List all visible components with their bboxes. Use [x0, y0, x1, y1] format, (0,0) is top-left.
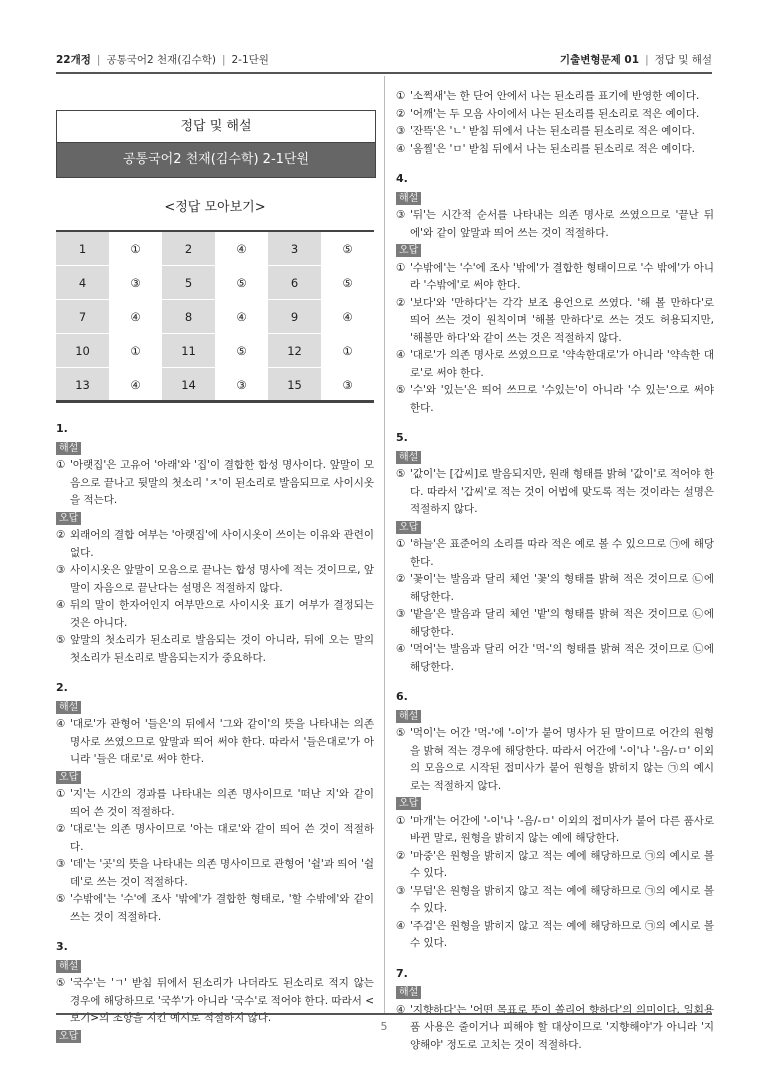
question-number-heading: 1.: [56, 422, 68, 435]
question-number: 5: [162, 266, 215, 300]
choice-marker: ①: [56, 459, 66, 471]
answer-row: [56, 300, 374, 334]
explanation-item: [396, 813, 714, 848]
choice-marker: ①: [56, 788, 66, 800]
header-subject: 공통국어2 천재(김수학): [106, 54, 216, 66]
answer-table-rule: [56, 400, 374, 401]
question-number: 13: [56, 368, 109, 403]
explanation-text: '지'는 시간의 경과를 나타내는 의존 명사이므로 '떠난 지'와 같이 띄어 쓴 것이 적절하다.: [70, 788, 374, 818]
explanation-item: [56, 821, 374, 856]
choice-marker: ④: [56, 718, 66, 730]
question-number: 9: [268, 300, 321, 334]
choice-marker: ①: [396, 814, 406, 827]
explanation-item: [56, 597, 374, 632]
question-number-heading: 2.: [56, 681, 68, 694]
explanation-text: '뒤'는 시간적 순서를 나타내는 의존 명사로 쓰였으므로 '끝난 뒤에'와 같이 앞말과 띄어 쓰는 것이 적절하다.: [410, 209, 714, 239]
question-section: [56, 420, 374, 667]
explanation-text: '먹이'는 어간 '먹-'에 '-이'가 붙어 명사가 된 말이므로 어간의 원형을 밝혀 적는 경우에 해당한다. 따라서 어간에 '-이'나 '-음/-ㅁ' 이외의 모음으로 시작된 접미사가 붙어 원형을 밝히지 않는 ㉠의 예시로는 적절하지 않다.: [410, 727, 714, 792]
explanation-text: '움찔'은 'ㅁ' 받침 뒤에서 나는 된소리를 된소리로 적은 예이다.: [410, 142, 696, 155]
choice-marker: ③: [56, 564, 66, 576]
choice-marker: ①: [396, 261, 406, 274]
wrong-answer-tag: 오답: [396, 244, 421, 257]
explanation-item: [56, 716, 374, 769]
explanation-text: '소쩍새'는 한 단어 안에서 나는 된소리를 표기에 반영한 예이다.: [410, 90, 700, 102]
explanation-text: 외래어의 결합 여부는 '아랫집'에 사이시옷이 쓰이는 이유와 관련이 없다.: [70, 529, 374, 559]
header-right: 기출변형문제 01 | 정답 및 해설: [559, 54, 712, 66]
header-rule: [56, 72, 712, 74]
explanation-text: '밭을'은 발음과 달리 체언 '밭'의 형태를 밝혀 적은 것이므로 ㉡에 해당한다.: [410, 608, 714, 638]
explanation-item: [396, 641, 714, 676]
choice-marker: ①: [396, 538, 406, 550]
choice-marker: ③: [396, 608, 406, 620]
choice-marker: ②: [56, 823, 66, 835]
explanation-text: '대로'가 의존 명사로 쓰였으므로 '약속한대로'가 아니라 '약속한 대로'로 써야 한다.: [410, 349, 714, 379]
question-section: [396, 429, 714, 676]
question-number-heading: 6.: [396, 690, 408, 703]
choice-marker: ③: [396, 884, 406, 897]
explanation-item: [396, 382, 714, 417]
explanation-text: 사이시옷은 앞말이 모음으로 끝나는 합성 명사에 적는 것이므로, 앞말이 자음으로 끝난다는 설명은 적절하지 않다.: [70, 564, 374, 594]
question-section: [396, 965, 714, 1055]
explanation-item: [396, 883, 714, 918]
choice-marker: ③: [396, 125, 406, 137]
question-number: 2: [162, 231, 215, 266]
question-number: 11: [162, 334, 215, 368]
choice-marker: ④: [396, 1003, 406, 1016]
explanation-text: '지향하다'는 '어떤 목표로 뜻이 쏠리어 향하다'의 의미이다. 일회용품 사용은 줄이거나 피해야 할 대상이므로 '지향해야'가 아니라 '지양해야' 정도로 고치는 것이 적절하다.: [410, 1003, 714, 1051]
explanation-item: [396, 123, 714, 141]
choice-marker: ④: [396, 349, 406, 361]
answer-value: ⑤: [215, 266, 268, 300]
question-number: 14: [162, 368, 215, 403]
explanation-item: [396, 106, 714, 124]
question-number: 4: [56, 266, 109, 300]
explanation-item: [396, 88, 714, 106]
explanation-item: [396, 466, 714, 519]
answer-row: [56, 266, 374, 300]
choice-marker: ④: [56, 599, 66, 611]
explanation-text: '주검'은 원형을 밝히지 않고 적는 예에 해당하므로 ㉠의 예시로 볼 수 있다.: [410, 919, 714, 949]
explanation-item: [396, 295, 714, 348]
answer-row: [56, 334, 374, 368]
answer-value: ①: [109, 334, 162, 368]
column-divider: [384, 76, 385, 1014]
explanation-text: '국수'는 'ㄱ' 받침 뒤에서 된소리가 나더라도 된소리로 적지 않는 경우에 해당하므로 '국쑤'가 아니라 '국수'로 적어야 한다. 따라서 <보기>의 조항을 지킨 예시로 적절하지 않다.: [70, 977, 374, 1024]
explanation-item: [396, 207, 714, 242]
header-section: 정답 및 해설: [654, 54, 712, 66]
question-number-heading: 7.: [396, 966, 408, 980]
choice-marker: ②: [396, 296, 406, 309]
choice-marker: ①: [396, 90, 406, 102]
explain-tag: 해설: [396, 986, 421, 999]
question-section-continued: [396, 88, 714, 158]
question-number: 12: [268, 334, 321, 368]
header-left: 22개정 | 공통국어2 천재(김수학) | 2-1단원: [56, 54, 269, 66]
choice-marker: ⑤: [396, 727, 406, 739]
explanation-text: '꽃이'는 발음과 달리 체언 '꽃'의 형태를 밝혀 적은 것이므로 ㉡에 해당한다.: [410, 573, 714, 603]
answer-value: ①: [109, 231, 162, 266]
footer-rule: [56, 1013, 712, 1015]
question-number: 1: [56, 231, 109, 266]
explanation-item: [56, 856, 374, 891]
question-number: 7: [56, 300, 109, 334]
explanation-text: '먹어'는 발음과 달리 어간 '먹-'의 형태를 밝혀 적은 것이므로 ㉡에 해당한다.: [410, 643, 714, 673]
question-number: 15: [268, 368, 321, 403]
page-title: 정답 및 해설: [57, 111, 375, 143]
explanation-text: '마개'는 어간에 '-이'나 '-음/-ㅁ' 이외의 접미사가 붙어 다른 품사로 바뀐 말로, 원형을 밝히지 않는 예에 해당한다.: [410, 814, 714, 844]
explanation-text: '어깨'는 두 모음 사이에서 나는 된소리를 된소리로 적은 예이다.: [410, 107, 700, 120]
choice-marker: ④: [396, 142, 406, 155]
explanation-text: '값이'는 [갑씨]로 발음되지만, 원래 형태를 밝혀 '값이'로 적어야 한다. 따라서 '갑씨'로 적는 것이 어법에 맞도록 적는 것이라는 설명은 적절하지 않다.: [410, 468, 714, 515]
answer-value: ④: [109, 368, 162, 403]
answer-value: ③: [109, 266, 162, 300]
choice-marker: ②: [396, 107, 406, 120]
wrong-answer-tag: 오답: [56, 512, 81, 525]
explanation-item: [396, 536, 714, 571]
explain-tag: 해설: [396, 192, 421, 205]
question-section: [396, 170, 714, 417]
explanation-item: [396, 347, 714, 382]
answer-value: ③: [321, 368, 374, 403]
wrong-answer-tag: 오답: [396, 521, 421, 534]
choice-marker: ⑤: [56, 977, 66, 989]
answer-row: [56, 368, 374, 403]
choice-marker: ④: [396, 643, 406, 655]
explanation-item: [396, 141, 714, 159]
explanation-item: [56, 632, 374, 667]
answer-table: [56, 230, 374, 403]
choice-marker: ⑤: [396, 384, 406, 396]
page-number: 5: [380, 1020, 388, 1033]
explain-tag: 해설: [56, 960, 81, 973]
header-unit: 2-1단원: [231, 54, 269, 66]
explanation-item: [56, 786, 374, 821]
question-number: 8: [162, 300, 215, 334]
explanation-item: [56, 527, 374, 562]
answer-value: ①: [321, 334, 374, 368]
answer-value: ⑤: [321, 266, 374, 300]
explanation-text: 뒤의 말이 한자어인지 여부만으로 사이시옷 표기 여부가 결정되는 것은 아니다.: [70, 599, 374, 629]
explanation-text: 앞말의 첫소리가 된소리로 발음되는 것이 아니라, 뒤에 오는 말의 첫소리가 된소리로 발음되는지가 중요하다.: [70, 634, 374, 664]
explanation-text: '아랫집'은 고유어 '아래'와 '집'이 결합한 합성 명사이다. 앞말이 모음으로 끝나고 뒷말의 첫소리 'ㅈ'이 된소리로 발음되므로 사이시옷을 적는다.: [70, 459, 374, 506]
answer-value: ③: [215, 368, 268, 403]
explanation-text: '대로'는 의존 명사이므로 '아는 대로'와 같이 띄어 쓴 것이 적절하다.: [70, 823, 374, 853]
choice-marker: ⑤: [396, 468, 406, 480]
explain-tag: 해설: [396, 451, 421, 464]
answer-value: ④: [109, 300, 162, 334]
explanation-text: '수밖에'는 '수'에 조사 '밖에'가 결합한 형태이므로 '수 밖에'가 아니라 '수밖에'로 써야 한다.: [410, 261, 714, 291]
question-number-heading: 4.: [396, 172, 408, 185]
wrong-answer-tag: 오답: [56, 771, 81, 784]
page-header: [56, 52, 712, 70]
answer-row: [56, 231, 374, 266]
explanation-text: '마중'은 원형을 밝히지 않고 적는 예에 해당하므로 ㉠의 예시로 볼 수 있다.: [410, 849, 714, 879]
choice-marker: ⑤: [56, 634, 66, 646]
answer-value: ⑤: [321, 231, 374, 266]
question-section: [396, 688, 714, 953]
explanation-item: [396, 260, 714, 295]
explanation-item: [56, 891, 374, 926]
question-number: 3: [268, 231, 321, 266]
explanation-text: '수'와 '있는'은 띄어 쓰므로 '수있는'이 아니라 '수 있는'으로 써야 한다.: [410, 384, 714, 414]
explain-tag: 해설: [56, 701, 81, 714]
explanation-text: '보다'와 '만하다'는 각각 보조 용언으로 쓰였다. '해 볼 만하다'로 띄어 쓰는 것이 원칙이며 '해볼 만하다'로 쓰는 것도 허용되지만, '해볼만 하다'와 같이 쓰는 것은 적절하지 않다.: [410, 296, 714, 344]
choice-marker: ②: [396, 849, 406, 862]
header-book: 기출변형문제 01: [559, 54, 640, 66]
answers-title: <정답 모아보기>: [164, 200, 266, 215]
question-section: [56, 679, 374, 926]
explanation-item: [56, 562, 374, 597]
explanation-item: [396, 725, 714, 795]
choice-marker: ②: [56, 529, 66, 541]
answer-value: ④: [321, 300, 374, 334]
question-number-heading: 5.: [396, 431, 408, 444]
header-grade: 22개정: [56, 54, 91, 66]
choice-marker: ⑤: [56, 893, 66, 905]
answer-value: ④: [215, 231, 268, 266]
answer-value: ④: [215, 300, 268, 334]
page-subtitle: 공통국어2 천재(김수학) 2-1단원: [57, 143, 375, 177]
choice-marker: ③: [56, 858, 66, 870]
explanation-text: '잔뜩'은 'ㄴ' 받침 뒤에서 나는 된소리를 된소리로 적은 예이다.: [410, 125, 696, 137]
explanation-item: [396, 606, 714, 641]
choice-marker: ②: [396, 573, 406, 585]
question-number: 6: [268, 266, 321, 300]
answer-value: ⑤: [215, 334, 268, 368]
explanation-text: '수밖에'는 '수'에 조사 '밖에'가 결합한 형태로, '할 수밖에'와 같이 쓰는 것이 적절하다.: [70, 893, 374, 923]
explanation-text: '대로'가 관형어 '들은'의 뒤에서 '그와 같이'의 뜻을 나타내는 의존 명사로 쓰였으므로 앞말과 띄어 써야 한다. 따라서 '들은대로'가 아니라 '들은 대로'로 써야 한다.: [70, 718, 374, 765]
explanation-text: '데'는 '곳'의 뜻을 나타내는 의존 명사이므로 관형어 '쉴'과 띄어 '쉴 데'로 쓰는 것이 적절하다.: [70, 858, 374, 888]
title-box: [56, 110, 376, 178]
question-number: 10: [56, 334, 109, 368]
explanation-text: '무덤'은 원형을 밝히지 않고 적는 예에 해당하므로 ㉠의 예시로 볼 수 있다.: [410, 884, 714, 914]
choice-marker: ③: [396, 209, 406, 221]
explanation-text: '하늘'은 표준어의 소리를 따라 적은 예로 볼 수 있으므로 ㉠에 해당한다.: [410, 538, 714, 568]
explanation-item: [396, 918, 714, 953]
explain-tag: 해설: [396, 710, 421, 723]
choice-marker: ④: [396, 919, 406, 932]
left-column: [56, 420, 374, 1057]
wrong-answer-tag: 오답: [56, 1030, 81, 1043]
explanation-item: [396, 848, 714, 883]
wrong-answer-tag: 오답: [396, 797, 421, 810]
explanation-item: [56, 457, 374, 510]
right-column: [396, 88, 714, 1066]
explain-tag: 해설: [56, 442, 81, 455]
question-number-heading: 3.: [56, 940, 68, 953]
explanation-item: [396, 571, 714, 606]
